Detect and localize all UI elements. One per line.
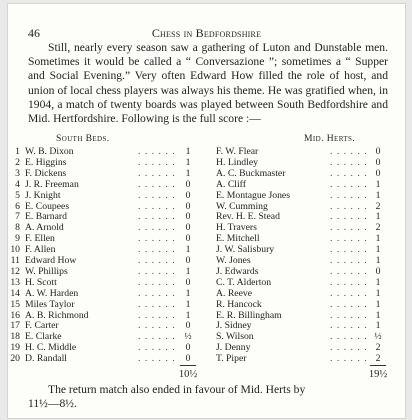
mid-herts-score: 0 bbox=[375, 265, 381, 277]
board-number: 6 bbox=[15, 200, 20, 212]
mid-herts-score: 2 bbox=[375, 342, 381, 354]
mid-herts-player: W. Cumming bbox=[216, 200, 268, 212]
board-number: 19 bbox=[10, 342, 20, 354]
board-number: 13 bbox=[10, 276, 20, 288]
south-beds-player: F. Ellen bbox=[25, 233, 55, 245]
mid-herts-player: E. Montague Jones bbox=[216, 189, 290, 201]
board-number: 15 bbox=[10, 298, 20, 310]
south-beds-player: H. C. Middle bbox=[25, 342, 77, 354]
mid-herts-score: 0 bbox=[375, 167, 381, 179]
mid-herts-score: 1 bbox=[375, 233, 381, 245]
south-beds-player: H. Scott bbox=[25, 276, 57, 288]
dot-leader: . . . . . . bbox=[330, 287, 368, 299]
south-beds-player: J. Knight bbox=[25, 189, 61, 201]
mid-herts-score: 1 bbox=[375, 189, 381, 201]
mid-herts-player: J. Edwards bbox=[216, 265, 259, 277]
dot-leader: . . . . . . bbox=[330, 244, 368, 256]
mid-herts-score: 0 bbox=[375, 146, 381, 157]
south-beds-player: Edward How bbox=[25, 255, 77, 266]
south-beds-score: 1 bbox=[185, 298, 191, 310]
south-beds-score: ½ bbox=[184, 331, 192, 343]
board-number: 9 bbox=[15, 233, 20, 245]
board-number: 20 bbox=[10, 353, 20, 365]
dot-leader: . . . . . . bbox=[138, 353, 176, 365]
mid-herts-player: C. T. Alderton bbox=[216, 276, 272, 288]
dot-leader: . . . . . . bbox=[330, 167, 368, 179]
dot-leader: . . . . . . bbox=[138, 178, 176, 190]
dot-leader: . . . . . . bbox=[138, 320, 176, 332]
board-number: 18 bbox=[10, 331, 20, 343]
south-beds-score: 0 bbox=[185, 178, 191, 190]
board-number: 7 bbox=[15, 211, 20, 223]
dot-leader: . . . . . . bbox=[138, 276, 176, 288]
south-beds-player: E. Higgins bbox=[25, 156, 67, 168]
south-beds-score: 1 bbox=[185, 156, 191, 168]
mid-herts-score: 2 bbox=[375, 353, 381, 365]
board-number: 11 bbox=[10, 255, 20, 266]
board-number: 5 bbox=[15, 189, 20, 201]
south-beds-score: 1 bbox=[185, 244, 191, 256]
dot-leader: . . . . . . bbox=[138, 189, 176, 201]
page-number: 46 bbox=[28, 26, 40, 40]
mid-herts-score: 1 bbox=[375, 320, 381, 332]
south-beds-player: E. Barnard bbox=[25, 211, 67, 223]
dot-leader: . . . . . . bbox=[138, 255, 176, 266]
dot-leader: . . . . . . bbox=[330, 200, 368, 212]
table-row bbox=[8, 191, 405, 202]
mid-herts-player: H. Lindley bbox=[216, 156, 258, 168]
mid-herts-player: A. Reeve bbox=[216, 287, 253, 299]
dot-leader: . . . . . . bbox=[138, 167, 176, 179]
dot-leader: . . . . . . bbox=[138, 200, 176, 212]
table-row bbox=[8, 180, 405, 191]
board-number: 4 bbox=[15, 178, 20, 190]
south-beds-player: W. Phillips bbox=[25, 265, 68, 277]
dot-leader: . . . . . . bbox=[330, 331, 368, 343]
dot-leader: . . . . . . bbox=[138, 211, 176, 223]
mid-herts-player: E. Mitchell bbox=[216, 233, 260, 245]
board-number: 3 bbox=[15, 167, 20, 179]
south-beds-player: A. Arnold bbox=[25, 222, 64, 234]
south-beds-score: 1 bbox=[185, 146, 191, 157]
dot-leader: . . . . . . bbox=[138, 298, 176, 310]
south-beds-player: E. Clarke bbox=[25, 331, 62, 343]
board-number: 1 bbox=[15, 146, 20, 157]
mid-herts-player: R. Hancock bbox=[216, 298, 262, 310]
dot-leader: . . . . . . bbox=[330, 276, 368, 288]
mid-herts-score: 0 bbox=[375, 156, 381, 168]
mid-herts-player: S. Wilson bbox=[216, 331, 254, 343]
dot-leader: . . . . . . bbox=[138, 146, 176, 157]
dot-leader: . . . . . . bbox=[138, 244, 176, 256]
mid-herts-player: Rev. H. E. Stead bbox=[216, 211, 280, 223]
running-head: Chess in Bedfordshire bbox=[151, 26, 262, 40]
table-row bbox=[8, 300, 405, 311]
dot-leader: . . . . . . bbox=[330, 298, 368, 310]
mid-herts-score: 1 bbox=[375, 211, 381, 223]
dot-leader: . . . . . . bbox=[330, 320, 368, 332]
right-team-heading: Mid. Herts. bbox=[304, 133, 356, 144]
dot-leader: . . . . . . bbox=[330, 309, 368, 321]
dot-leader: . . . . . . bbox=[138, 233, 176, 245]
mid-herts-player: E. R. Billingham bbox=[216, 309, 282, 321]
mid-herts-score: 1 bbox=[375, 309, 381, 321]
south-beds-score: 0 bbox=[185, 189, 191, 201]
book-page bbox=[7, 3, 406, 419]
mid-herts-player: H. Travers bbox=[216, 222, 257, 234]
dot-leader: . . . . . . bbox=[138, 287, 176, 299]
left-team-heading: South Beds. bbox=[56, 133, 110, 144]
south-beds-score: 0 bbox=[185, 200, 191, 212]
left-total: 10½ bbox=[178, 369, 198, 380]
mid-herts-score: 2 bbox=[375, 222, 381, 234]
dot-leader: . . . . . . bbox=[138, 342, 176, 354]
south-beds-score: 0 bbox=[185, 233, 191, 245]
south-beds-score: 0 bbox=[185, 255, 191, 266]
dot-leader: . . . . . . bbox=[330, 178, 368, 190]
dot-leader: . . . . . . bbox=[330, 146, 368, 157]
body-paragraph bbox=[28, 41, 388, 126]
dot-leader: . . . . . . bbox=[138, 309, 176, 321]
board-number: 17 bbox=[10, 320, 20, 332]
south-beds-score: 0 bbox=[185, 353, 191, 365]
dot-leader: . . . . . . bbox=[330, 353, 368, 365]
south-beds-player: F. Dickens bbox=[25, 167, 67, 179]
dot-leader: . . . . . . bbox=[330, 156, 368, 168]
board-number: 10 bbox=[10, 244, 20, 256]
south-beds-score: 0 bbox=[185, 211, 191, 223]
mid-herts-score: 1 bbox=[375, 178, 381, 190]
dot-leader: . . . . . . bbox=[138, 156, 176, 168]
south-beds-score: 0 bbox=[185, 320, 191, 332]
table-row bbox=[8, 289, 405, 300]
dot-leader: . . . . . . bbox=[138, 222, 176, 234]
dot-leader: . . . . . . bbox=[138, 265, 176, 277]
dot-leader: . . . . . . bbox=[330, 189, 368, 201]
mid-herts-score: 1 bbox=[375, 276, 381, 288]
south-beds-player: J. R. Freeman bbox=[25, 178, 79, 190]
footer-paragraph bbox=[28, 383, 388, 411]
mid-herts-player: J. Denny bbox=[216, 342, 251, 354]
dot-leader: . . . . . . bbox=[330, 233, 368, 245]
south-beds-player: Miles Taylor bbox=[25, 298, 75, 310]
south-beds-player: A. W. Harden bbox=[25, 287, 79, 299]
mid-herts-score: 1 bbox=[375, 255, 381, 266]
south-beds-score: 1 bbox=[185, 167, 191, 179]
south-beds-player: F. Carter bbox=[25, 320, 59, 332]
mid-herts-score: 1 bbox=[375, 298, 381, 310]
board-number: 16 bbox=[10, 309, 20, 321]
south-beds-player: F. Allen bbox=[25, 244, 56, 256]
mid-herts-player: J. W. Salisbury bbox=[216, 244, 275, 256]
dot-leader: . . . . . . bbox=[138, 331, 176, 343]
mid-herts-score: ½ bbox=[374, 331, 382, 343]
board-number: 12 bbox=[10, 265, 20, 277]
south-beds-score: 0 bbox=[185, 342, 191, 354]
south-beds-player: A. B. Richmond bbox=[25, 309, 89, 321]
footer-score: 11½—8½. bbox=[28, 397, 77, 411]
dot-leader: . . . . . . bbox=[330, 222, 368, 234]
mid-herts-player: J. Sidney bbox=[216, 320, 252, 332]
south-beds-player: D. Randall bbox=[25, 353, 67, 365]
dot-leader: . . . . . . bbox=[330, 255, 368, 266]
south-beds-score: 1 bbox=[185, 287, 191, 299]
south-beds-score: 0 bbox=[185, 276, 191, 288]
right-total: 19½ bbox=[368, 369, 388, 380]
mid-herts-player: A. C. Buckmaster bbox=[216, 167, 286, 179]
table-row bbox=[8, 354, 405, 365]
board-number: 8 bbox=[15, 222, 20, 234]
mid-herts-player: T. Piper bbox=[216, 353, 247, 365]
board-number: 14 bbox=[10, 287, 20, 299]
dot-leader: . . . . . . bbox=[330, 342, 368, 354]
dot-leader: . . . . . . bbox=[330, 265, 368, 277]
right-total-rule bbox=[370, 365, 386, 366]
mid-herts-score: 2 bbox=[375, 200, 381, 212]
south-beds-player: E. Coupees bbox=[25, 200, 70, 212]
mid-herts-player: F. W. Flear bbox=[216, 146, 259, 157]
south-beds-score: 0 bbox=[185, 222, 191, 234]
south-beds-score: 1 bbox=[185, 309, 191, 321]
dot-leader: . . . . . . bbox=[330, 211, 368, 223]
mid-herts-player: A. Cliff bbox=[216, 178, 246, 190]
mid-herts-score: 1 bbox=[375, 244, 381, 256]
south-beds-score: 1 bbox=[185, 265, 191, 277]
footer-text: The return match also ended in favour of Mid. Herts by bbox=[48, 383, 306, 396]
left-total-rule bbox=[180, 365, 196, 366]
mid-herts-score: 1 bbox=[375, 287, 381, 299]
south-beds-player: W. B. Dixon bbox=[25, 146, 74, 157]
mid-herts-player: W. Jones bbox=[216, 255, 251, 266]
paragraph-text: Still, nearly every season saw a gathering of Luton and Dunstable men. Sometimes it would be called a “ Conversazione ”; sometimes a “ Supper and Social Evening.” Very often Edward How filled the role of host, and union of local chess players was always his theme. He was gratified when, in 1904, a match of twenty boards was played between South Bedfordshire and Mid. Hertfordshire. Following is the full score :— bbox=[28, 41, 388, 126]
board-number: 2 bbox=[15, 156, 20, 168]
